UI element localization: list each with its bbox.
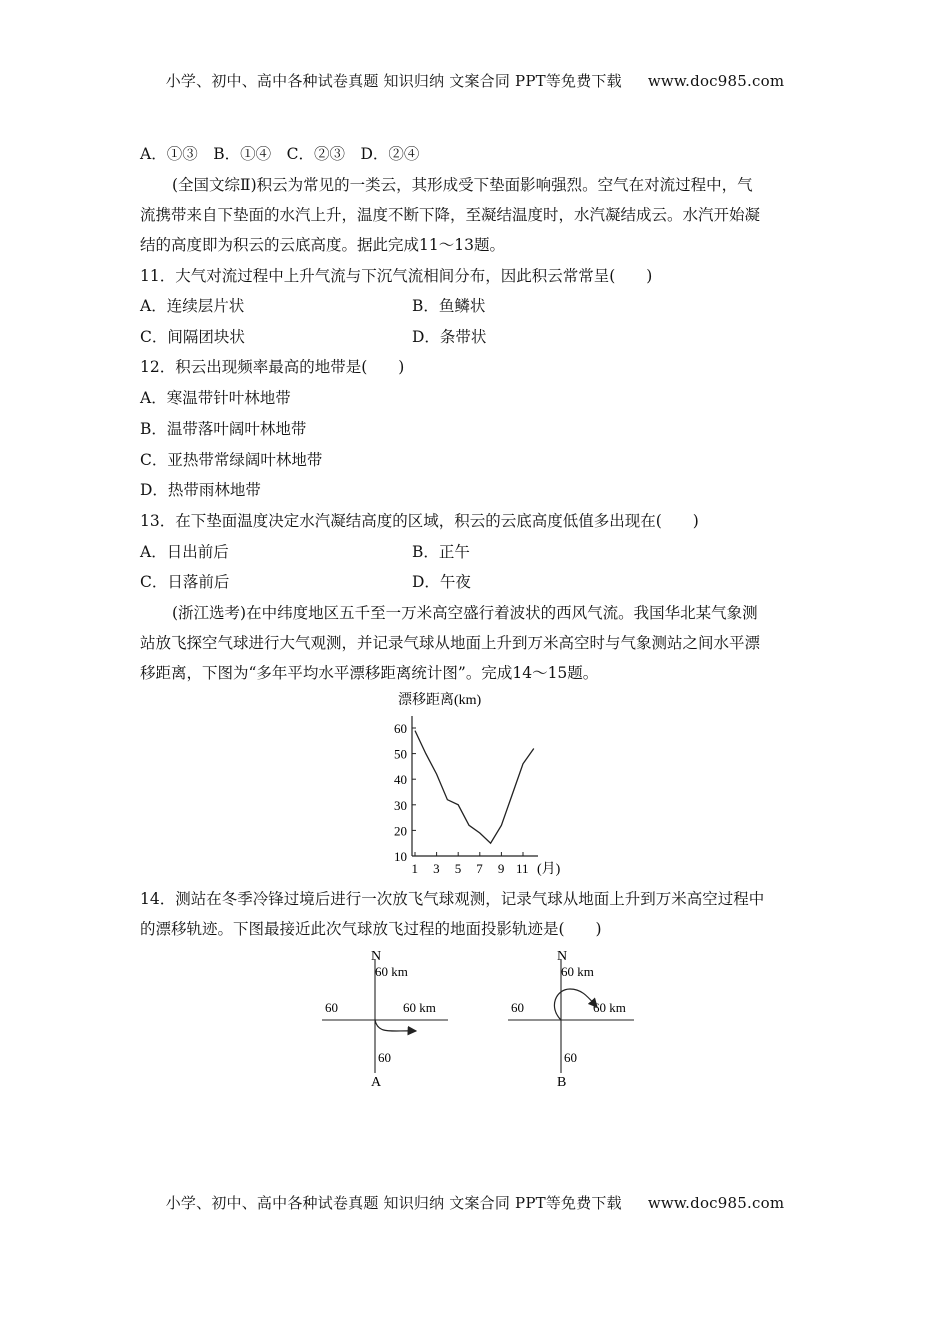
passage1-line: (全国文综Ⅱ)积云为常见的一类云，其形成受下垫面影响强烈。空气在对流过程中，气 [172,176,753,194]
footer-text: 小学、初中、高中各种试卷真题 知识归纳 文案合同 PPT等免费下载 [165,1194,622,1212]
bottom-scale-label: 60 [564,1050,577,1065]
q11-option-d: D．条带状 [412,328,487,346]
chart-ytick-label: 20 [394,823,407,839]
q14-stem-line2: 的漂移轨迹。下图最接近此次气球放飞过程的地面投影轨迹是( ) [140,920,602,938]
right-scale-label: 60 km [403,1000,436,1015]
passage1-line: 结的高度即为积云的云底高度。据此完成11～13题。 [140,236,505,254]
left-scale-label: 60 [325,1000,338,1015]
q13-option-d: D．午夜 [412,573,471,591]
option-letter: B [557,1075,567,1090]
chart-xtick-label: 9 [497,861,505,876]
right-scale-label: 60 km [593,1000,626,1015]
chart-xtick-label: 5 [454,861,462,876]
q13-option-b: B．正午 [412,543,470,561]
q13-stem: 13．在下垫面温度决定水汽凝结高度的区域，积云的云底高度低值多出现在( ) [140,512,699,530]
passage1-line: 流携带来自下垫面的水汽上升，温度不断下降，至凝结温度时，水汽凝结成云。水汽开始凝 [140,206,761,224]
chart-xtick-label: 7 [476,861,483,876]
chart-ytick-label: 60 [394,721,407,736]
q13-option-a: A．日出前后 [140,543,229,561]
option-letter: A [371,1075,382,1090]
header-text: 小学、初中、高中各种试卷真题 知识归纳 文案合同 PPT等免费下载 [165,72,622,90]
passage2-line: (浙江选考)在中纬度地区五千至一万米高空盛行着波状的西风气流。我国华北某气象测 [172,604,758,622]
north-label: N [557,949,568,964]
passage2-line: 移距离，下图为“多年平均水平漂移距离统计图”。完成14～15题。 [140,664,599,682]
trajectory-path [375,1020,416,1031]
footer-site: www.doc985.com [647,1194,785,1212]
chart-xlabel: (月) [537,862,561,877]
q12-option-c: C．亚热带常绿阔叶林地带 [140,451,323,469]
q13-option-c: C．日落前后 [140,573,230,591]
drift-series-line [415,731,534,844]
chart-ytick-label: 40 [394,772,407,788]
chart-ytick-label: 10 [394,849,407,864]
chart-ytick-label: 30 [394,797,407,813]
q12-option-d: D．热带雨林地带 [140,481,261,499]
q14-stem-line1: 14．测站在冬季冷锋过境后进行一次放飞气球观测，记录气球从地面上升到万米高空过程中 [140,890,765,908]
left-scale-label: 60 [511,1000,524,1015]
q11-stem: 11．大气对流过程中上升气流与下沉气流相间分布，因此积云常常呈( ) [140,267,653,285]
q12-stem: 12．积云出现频率最高的地带是( ) [140,358,405,376]
chart-ytick-label: 50 [394,746,407,762]
q11-option-a: A．连续层片状 [140,297,245,315]
page-footer [0,1192,950,1213]
passage2-line: 站放飞探空气球进行大气观测，并记录气球从地面上升到万米高空时与气象测站之间水平漂 [140,634,761,652]
trajectory-diagram-b [504,945,644,1095]
trajectory-diagram-a [318,945,458,1095]
north-label: N [371,949,382,964]
chart-ylabel: 漂移距离(km) [398,693,482,708]
drift-distance-chart [380,686,580,881]
chart-xtick-label: 3 [433,861,440,876]
q11-option-b: B．鱼鳞状 [412,297,486,315]
page-header [0,70,950,91]
q11-option-c: C．间隔团块状 [140,328,245,346]
chart-xtick-label: 11 [516,861,529,876]
header-site: www.doc985.com [647,72,785,90]
chart-xtick-label: 1 [411,861,418,876]
top-scale-label: 60 km [375,964,408,979]
q12-option-b: B．温带落叶阔叶林地带 [140,420,307,438]
prev-options: A．①③ B．①④ C．②③ D．②④ [140,145,420,163]
q12-option-a: A．寒温带针叶林地带 [140,389,291,407]
top-scale-label: 60 km [561,964,594,979]
bottom-scale-label: 60 [378,1050,391,1065]
